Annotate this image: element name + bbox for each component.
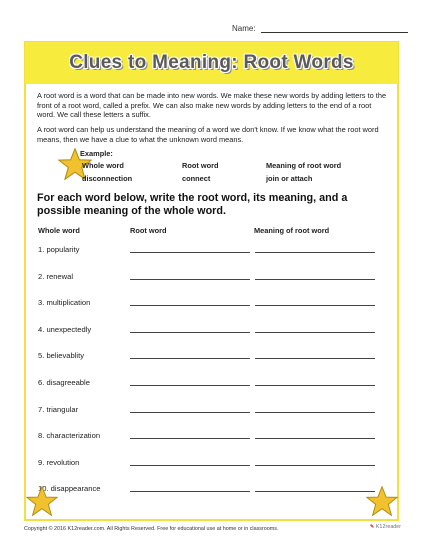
- root-word-blank[interactable]: [130, 358, 250, 359]
- logo-text: K12reader: [375, 524, 402, 530]
- name-line: [261, 24, 408, 33]
- word-item: 1. popularity: [38, 245, 80, 254]
- copyright-footer: Copyright © 2016 K12reader.com. All Rights Reserved. Free for educational use at home or in classrooms.: [24, 526, 279, 532]
- meaning-blank[interactable]: [255, 252, 375, 253]
- instructions: For each word below, write the root word, its meaning, and a possible meaning of the whole word.: [37, 192, 348, 217]
- example-cell-root: connect: [182, 174, 211, 183]
- root-word-blank[interactable]: [130, 305, 250, 306]
- meaning-blank[interactable]: [255, 279, 375, 280]
- root-word-blank[interactable]: [130, 491, 250, 492]
- root-word-blank[interactable]: [130, 332, 250, 333]
- meaning-blank[interactable]: [255, 412, 375, 413]
- word-item: 6. disagreeable: [38, 378, 90, 387]
- root-word-blank[interactable]: [130, 385, 250, 386]
- meaning-blank[interactable]: [255, 438, 375, 439]
- intro-paragraph-2: A root word can help us understand the meaning of a word we don't know. If we know what the root word means, then we have a clue to what the unknown word means.: [37, 125, 379, 144]
- root-word-blank[interactable]: [130, 465, 250, 466]
- meaning-blank[interactable]: [255, 332, 375, 333]
- root-word-blank[interactable]: [130, 438, 250, 439]
- meaning-blank[interactable]: [255, 358, 375, 359]
- word-item: 3. multiplication: [38, 298, 91, 308]
- example-label: Example:: [80, 149, 113, 158]
- title-banner: [25, 42, 398, 84]
- word-item: 7. triangular: [38, 404, 79, 414]
- name-label: Name:: [232, 24, 256, 33]
- star-icon: [366, 486, 398, 516]
- intro-paragraph-1: A root word is a word that can be made into new words. We make these new words by adding letters to the front of a root word, called a prefix. We can also make new words by adding letters to the end of a root word. We call these letters a suffix.: [37, 91, 387, 120]
- word-item: 4. unexpectedly: [38, 324, 92, 334]
- root-word-blank[interactable]: [130, 252, 250, 253]
- example-header-whole: Whole word: [82, 161, 124, 170]
- word-item: 10. disappearance: [38, 484, 101, 494]
- page-title: Clues to Meaning: Root Words: [69, 52, 354, 73]
- meaning-blank[interactable]: [255, 465, 375, 466]
- meaning-blank[interactable]: [255, 305, 375, 306]
- name-row: [232, 24, 408, 33]
- k12reader-logo: [370, 524, 401, 530]
- meaning-blank[interactable]: [255, 385, 375, 386]
- word-item: 8. characterization: [38, 431, 101, 441]
- column-header-meaning: Meaning of root word: [254, 226, 330, 235]
- root-word-blank[interactable]: [130, 279, 250, 280]
- root-word-blank[interactable]: [130, 412, 250, 413]
- example-cell-whole: disconnection: [82, 174, 133, 183]
- meaning-blank[interactable]: [255, 491, 375, 492]
- word-item: 9. revolution: [38, 457, 80, 467]
- column-header-whole: Whole word: [38, 226, 80, 235]
- word-item: 2. renewal: [38, 271, 74, 281]
- column-header-root: Root word: [130, 226, 167, 235]
- word-item: 5. believablity: [38, 351, 85, 361]
- example-header-meaning: Meaning of root word: [266, 161, 342, 170]
- example-header-root: Root word: [182, 161, 219, 170]
- logo-icon: ✎: [370, 524, 375, 530]
- example-cell-meaning: join or attach: [266, 174, 313, 183]
- star-icon: [26, 486, 58, 516]
